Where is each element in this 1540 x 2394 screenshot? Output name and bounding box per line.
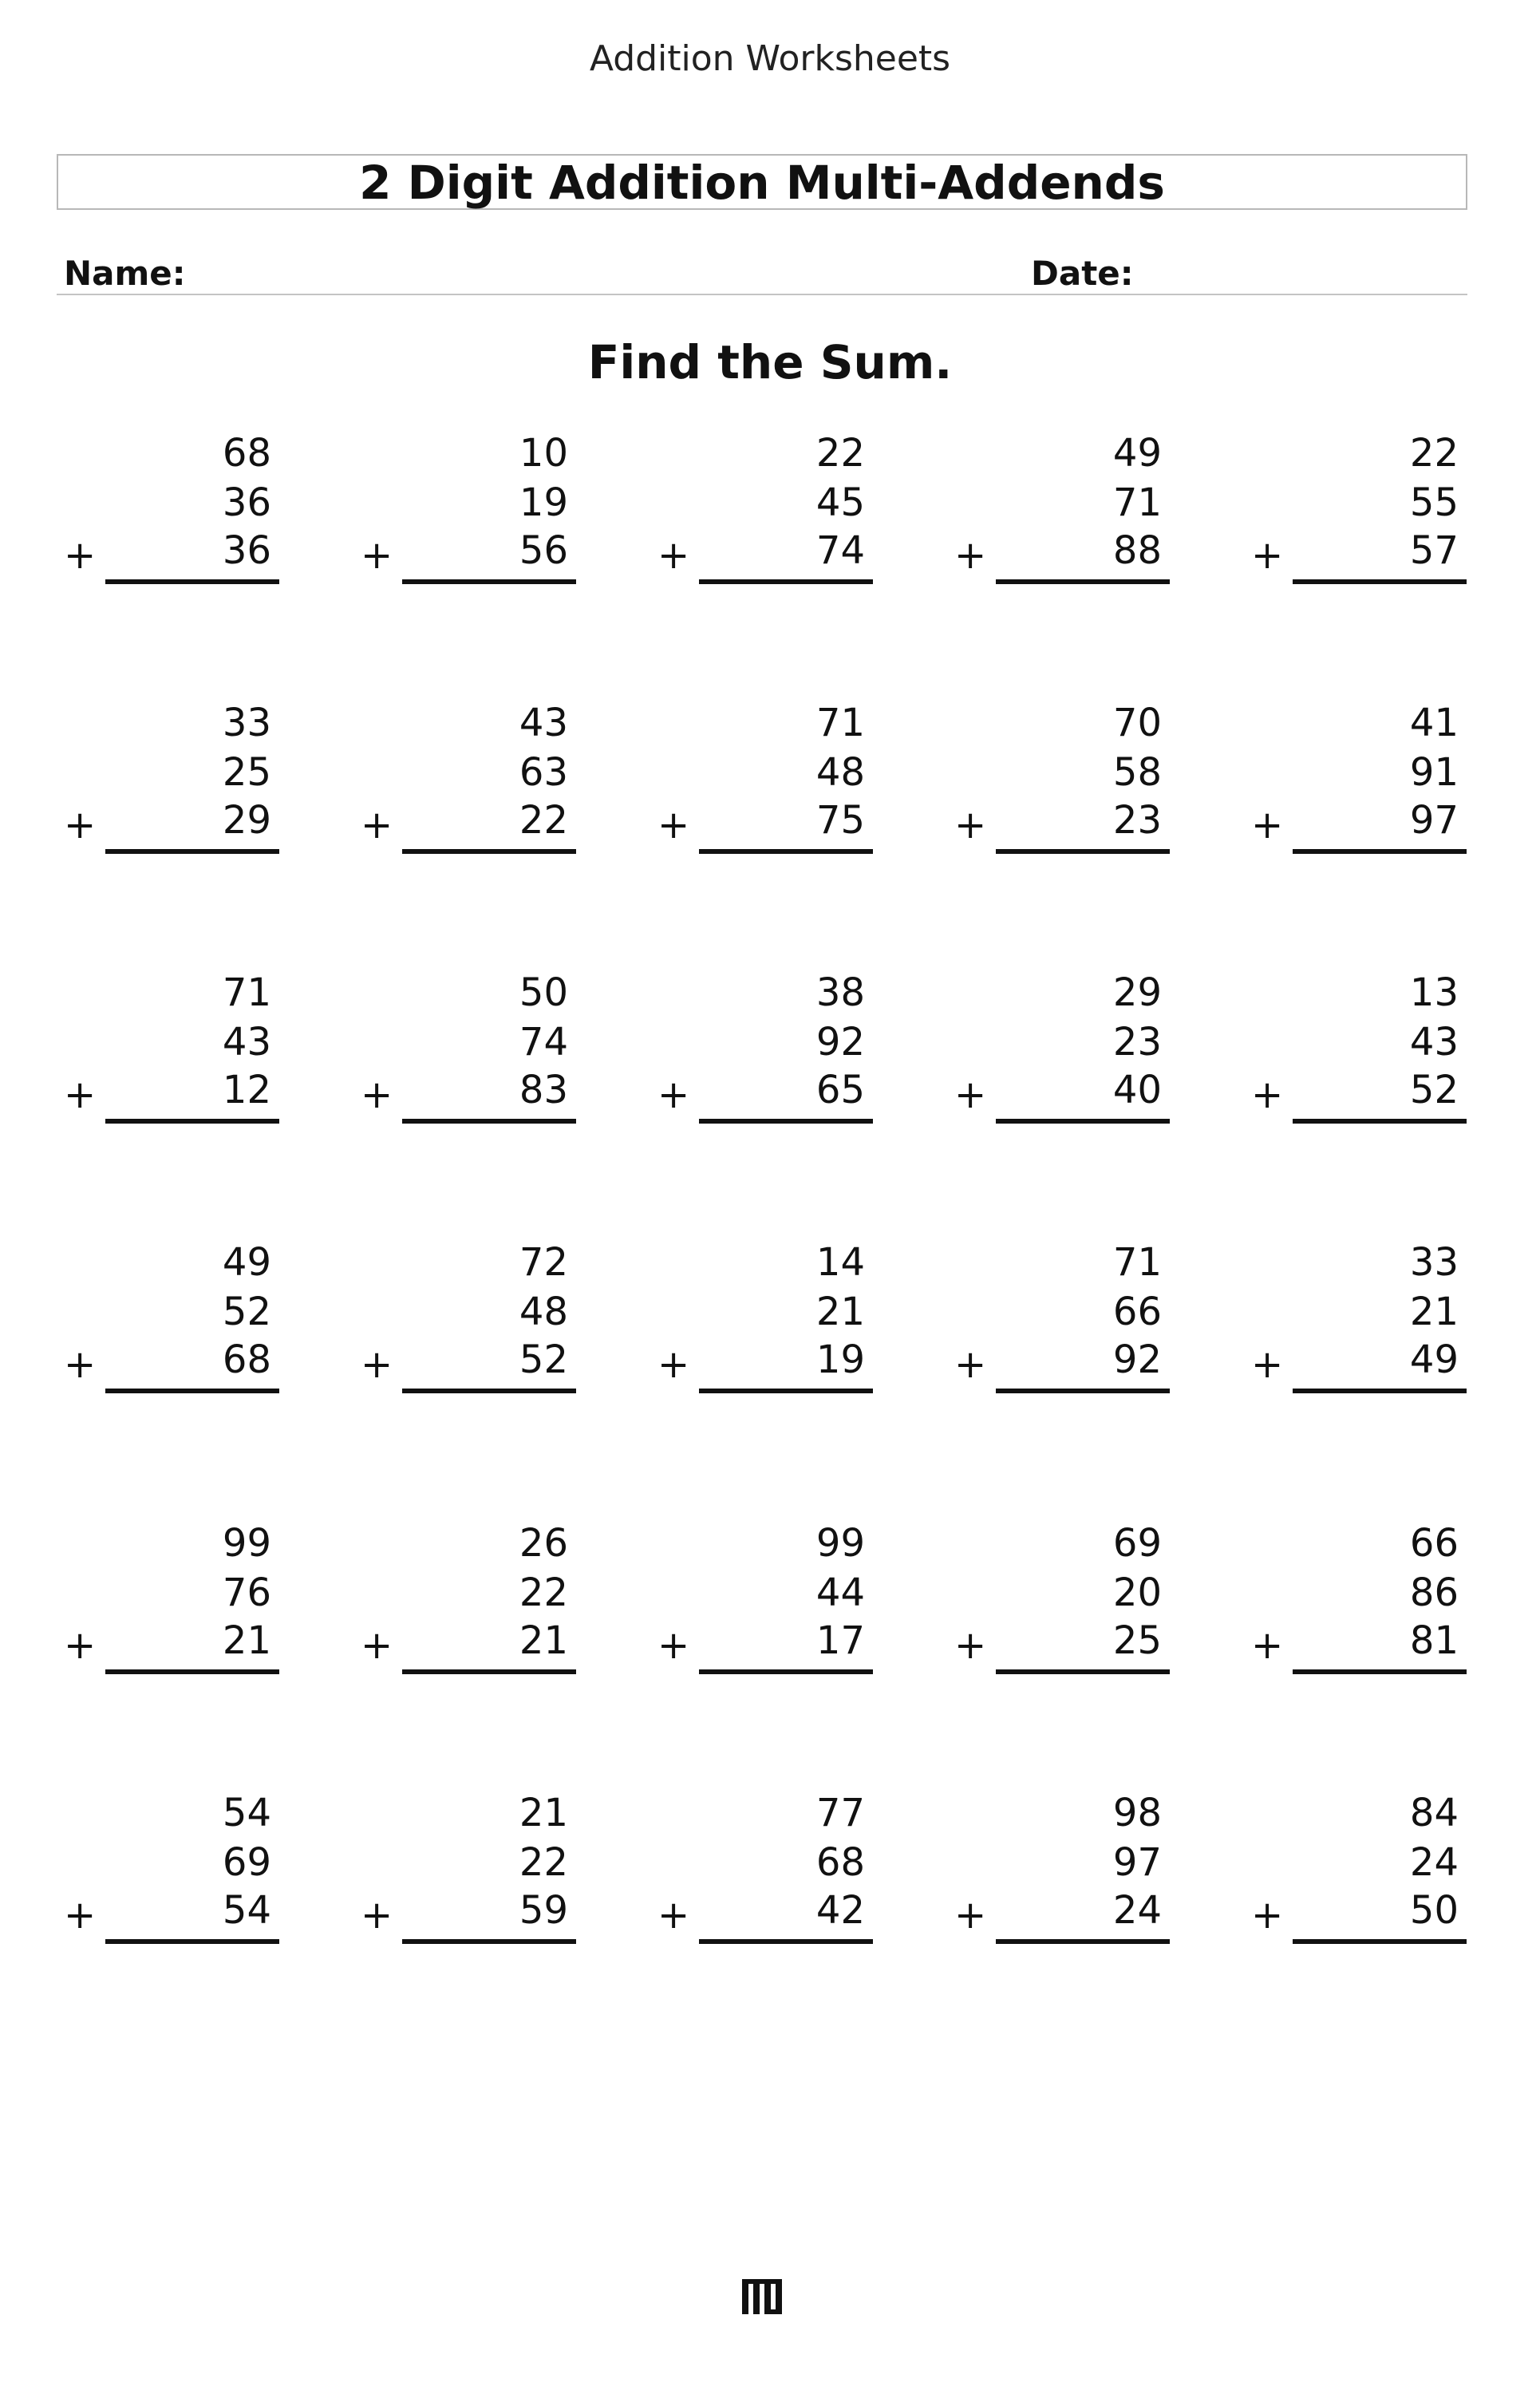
addend-3: 23: [1112, 798, 1162, 843]
addend-1: 13: [1409, 970, 1459, 1015]
addend-1: 99: [222, 1521, 271, 1566]
answer-line[interactable]: [402, 579, 576, 584]
answer-line[interactable]: [1293, 1669, 1467, 1674]
addend-2: 92: [815, 1020, 865, 1065]
addition-problem: [361, 1791, 576, 1950]
addend-1: 21: [519, 1791, 568, 1835]
plus-sign: +: [361, 1893, 393, 1938]
addend-3: 88: [1112, 528, 1162, 573]
addend-2: 68: [815, 1840, 865, 1885]
addend-3: 65: [815, 1068, 865, 1112]
answer-line[interactable]: [996, 1119, 1170, 1124]
plus-sign: +: [954, 1342, 987, 1387]
addition-problem: [361, 1521, 576, 1681]
plus-sign: +: [657, 1073, 690, 1117]
addition-problem: [954, 970, 1170, 1130]
addend-3: 17: [815, 1618, 865, 1663]
addition-problem: [657, 970, 873, 1130]
plus-sign: +: [954, 1623, 987, 1668]
addend-1: 71: [815, 701, 865, 745]
plus-sign: +: [361, 803, 393, 847]
addition-problem: [64, 701, 279, 860]
addition-problem: [954, 1240, 1170, 1400]
instructions: Find the Sum.: [587, 335, 953, 389]
plus-sign: +: [657, 1623, 690, 1668]
addend-1: 43: [519, 701, 568, 745]
addend-2: 23: [1112, 1020, 1162, 1065]
plus-sign: +: [64, 1342, 97, 1387]
addend-1: 71: [222, 970, 271, 1015]
addend-3: 83: [519, 1068, 568, 1112]
addend-1: 22: [815, 431, 865, 476]
answer-line[interactable]: [699, 1669, 873, 1674]
addend-1: 98: [1112, 1791, 1162, 1835]
addend-3: 42: [815, 1888, 865, 1933]
name-label: Name:: [64, 254, 186, 293]
plus-sign: +: [64, 803, 97, 847]
addend-3: 68: [222, 1337, 271, 1382]
addition-problem: [1251, 431, 1467, 591]
plus-sign: +: [657, 1342, 690, 1387]
addend-3: 21: [519, 1618, 568, 1663]
addition-problem: [64, 1791, 279, 1950]
addend-3: 74: [815, 528, 865, 573]
addend-3: 22: [519, 798, 568, 843]
addition-problem: [1251, 970, 1467, 1130]
addend-2: 19: [519, 480, 568, 525]
addition-problem: [954, 1791, 1170, 1950]
addition-problem: [1251, 1240, 1467, 1400]
addition-problem: [361, 1240, 576, 1400]
addend-1: 68: [222, 431, 271, 476]
addend-2: 21: [815, 1290, 865, 1334]
addend-2: 48: [519, 1290, 568, 1334]
addend-2: 20: [1112, 1570, 1162, 1615]
addend-1: 99: [815, 1521, 865, 1566]
answer-line[interactable]: [105, 1119, 279, 1124]
addend-3: 52: [1409, 1068, 1459, 1112]
plus-sign: +: [1251, 533, 1284, 578]
plus-sign: +: [954, 803, 987, 847]
plus-sign: +: [1251, 1342, 1284, 1387]
addend-1: 29: [1112, 970, 1162, 1015]
addition-problem: [361, 970, 576, 1130]
addend-2: 71: [1112, 480, 1162, 525]
addend-2: 43: [1409, 1020, 1459, 1065]
plus-sign: +: [954, 1073, 987, 1117]
answer-line[interactable]: [1293, 579, 1467, 584]
addend-3: 50: [1409, 1888, 1459, 1933]
addend-1: 54: [222, 1791, 271, 1835]
addition-problem: [954, 1521, 1170, 1681]
answer-line[interactable]: [105, 849, 279, 854]
addend-3: 25: [1112, 1618, 1162, 1663]
addition-problem: [954, 431, 1170, 591]
plus-sign: +: [361, 1073, 393, 1117]
addition-problem: [657, 1791, 873, 1950]
addition-problem: [361, 431, 576, 591]
plus-sign: +: [64, 1893, 97, 1938]
addend-2: 66: [1112, 1290, 1162, 1334]
answer-line[interactable]: [699, 849, 873, 854]
worksheet-title: 2 Digit Addition Multi-Addends: [57, 154, 1467, 210]
addition-problem: [657, 431, 873, 591]
answer-line[interactable]: [699, 1939, 873, 1944]
addend-3: 21: [222, 1618, 271, 1663]
addend-3: 75: [815, 798, 865, 843]
addend-2: 25: [222, 750, 271, 795]
plus-sign: +: [1251, 1073, 1284, 1117]
plus-sign: +: [361, 1623, 393, 1668]
plus-sign: +: [954, 533, 987, 578]
addend-3: 12: [222, 1068, 271, 1112]
addend-1: 77: [815, 1791, 865, 1835]
answer-line[interactable]: [699, 1119, 873, 1124]
answer-line[interactable]: [1293, 1939, 1467, 1944]
addend-1: 22: [1409, 431, 1459, 476]
addition-problem: [954, 701, 1170, 860]
plus-sign: +: [657, 1893, 690, 1938]
plus-sign: +: [361, 533, 393, 578]
addition-problem: [64, 1521, 279, 1681]
addend-1: 38: [815, 970, 865, 1015]
addend-2: 43: [222, 1020, 271, 1065]
addend-1: 72: [519, 1240, 568, 1285]
addend-2: 74: [519, 1020, 568, 1065]
addend-2: 21: [1409, 1290, 1459, 1334]
answer-line[interactable]: [699, 1389, 873, 1393]
date-label: Date:: [1031, 254, 1134, 293]
addition-problem: [1251, 1791, 1467, 1950]
addend-1: 84: [1409, 1791, 1459, 1835]
addend-1: 49: [222, 1240, 271, 1285]
addition-problem: [1251, 701, 1467, 860]
addend-1: 41: [1409, 701, 1459, 745]
answer-line[interactable]: [1293, 849, 1467, 854]
plus-sign: +: [64, 533, 97, 578]
addend-2: 91: [1409, 750, 1459, 795]
answer-line[interactable]: [996, 1389, 1170, 1393]
addend-3: 24: [1112, 1888, 1162, 1933]
addend-2: 69: [222, 1840, 271, 1885]
addend-3: 59: [519, 1888, 568, 1933]
addend-3: 19: [815, 1337, 865, 1382]
addition-problem: [1251, 1521, 1467, 1681]
addend-3: 92: [1112, 1337, 1162, 1382]
addend-1: 71: [1112, 1240, 1162, 1285]
addend-2: 44: [815, 1570, 865, 1615]
addend-1: 33: [222, 701, 271, 745]
plus-sign: +: [657, 533, 690, 578]
answer-line[interactable]: [402, 1939, 576, 1944]
addend-3: 36: [222, 528, 271, 573]
addition-problem: [64, 970, 279, 1130]
addend-3: 57: [1409, 528, 1459, 573]
answer-line[interactable]: [996, 1669, 1170, 1674]
addend-1: 69: [1112, 1521, 1162, 1566]
answer-line[interactable]: [402, 1119, 576, 1124]
answer-line[interactable]: [1293, 1119, 1467, 1124]
answer-line[interactable]: [996, 1939, 1170, 1944]
addend-2: 22: [519, 1570, 568, 1615]
addition-problem: [657, 1240, 873, 1400]
addend-1: 33: [1409, 1240, 1459, 1285]
addend-3: 40: [1112, 1068, 1162, 1112]
addend-2: 63: [519, 750, 568, 795]
addend-2: 86: [1409, 1570, 1459, 1615]
addend-3: 56: [519, 528, 568, 573]
addend-2: 58: [1112, 750, 1162, 795]
answer-line[interactable]: [402, 1669, 576, 1674]
answer-line[interactable]: [996, 849, 1170, 854]
addend-3: 49: [1409, 1337, 1459, 1382]
addend-3: 29: [222, 798, 271, 843]
answer-line[interactable]: [1293, 1389, 1467, 1393]
addend-2: 76: [222, 1570, 271, 1615]
addend-1: 14: [815, 1240, 865, 1285]
addition-problem: [64, 431, 279, 591]
addend-1: 49: [1112, 431, 1162, 476]
addend-2: 55: [1409, 480, 1459, 525]
answer-line[interactable]: [105, 579, 279, 584]
addition-problem: [657, 1521, 873, 1681]
answer-line[interactable]: [402, 1389, 576, 1393]
addend-1: 26: [519, 1521, 568, 1566]
addend-3: 54: [222, 1888, 271, 1933]
addend-2: 24: [1409, 1840, 1459, 1885]
addend-1: 70: [1112, 701, 1162, 745]
answer-line[interactable]: [699, 579, 873, 584]
addition-problem: [657, 701, 873, 860]
addend-2: 97: [1112, 1840, 1162, 1885]
plus-sign: +: [657, 803, 690, 847]
plus-sign: +: [64, 1623, 97, 1668]
addend-1: 50: [519, 970, 568, 1015]
plus-sign: +: [1251, 1623, 1284, 1668]
addend-2: 36: [222, 480, 271, 525]
addend-3: 52: [519, 1337, 568, 1382]
addend-3: 81: [1409, 1618, 1459, 1663]
addition-problem: [64, 1240, 279, 1400]
addend-2: 45: [815, 480, 865, 525]
addition-problem: [361, 701, 576, 860]
answer-line[interactable]: [996, 579, 1170, 584]
answer-line[interactable]: [105, 1669, 279, 1674]
answer-line[interactable]: [105, 1389, 279, 1393]
addend-1: 66: [1409, 1521, 1459, 1566]
addend-2: 22: [519, 1840, 568, 1885]
addend-1: 10: [519, 431, 568, 476]
brand-logo-icon: [742, 2279, 782, 2314]
answer-line[interactable]: [402, 849, 576, 854]
addend-2: 48: [815, 750, 865, 795]
plus-sign: +: [1251, 803, 1284, 847]
plus-sign: +: [1251, 1893, 1284, 1938]
plus-sign: +: [64, 1073, 97, 1117]
answer-line[interactable]: [105, 1939, 279, 1944]
addend-2: 52: [222, 1290, 271, 1334]
addend-3: 97: [1409, 798, 1459, 843]
plus-sign: +: [954, 1893, 987, 1938]
plus-sign: +: [361, 1342, 393, 1387]
site-title: Addition Worksheets: [589, 38, 951, 79]
